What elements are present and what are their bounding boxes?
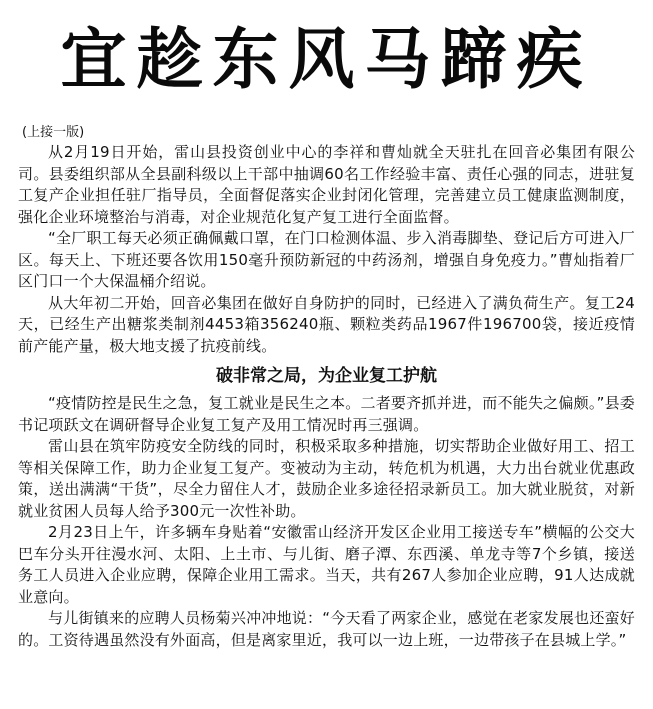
paragraph: 2月23日上午，许多辆车身贴着“安徽雷山经济开发区企业用工接送专车”横幅的公交大巴车分头开往漫水河、太阳、上土市、与儿街、磨子潭、东西溪、单龙寺等7个乡镇，接送务工人员进入企业应聘，保障企业用工需求。当天，共有267人参加企业应聘，91人达成就业意向。 [18, 523, 635, 606]
article-body-part-2 [18, 393, 635, 651]
section-subheading: 破非常之局，为企业复工护航 [216, 366, 437, 386]
paragraph: 从2月19日开始，雷山县投资创业中心的李祥和曹灿就全天驻扎在回音必集团有限公司。县委组织部从全县副科级以上干部中抽调60名工作经验丰富、责任心强的同志，进驻复工复产企业担任驻厂指导员，全面督促落实企业封闭化管理，完善建立员工健康监测制度，强化企业环境整治与消毒，对企业规范化复产复工进行全面监督。 [18, 143, 635, 226]
paragraph: 与儿街镇来的应聘人员杨菊兴冲冲地说：“今天看了两家企业，感觉在老家发展也还蛮好的。工资待遇虽然没有外面高，但是离家里近，我可以一边上班，一边带孩子在县城上学。” [18, 609, 635, 649]
paragraph: 从大年初二开始，回音必集团在做好自身防护的同时，已经进入了满负荷生产。复工24天，已经生产出糖浆类制剂4453箱356240瓶、颗粒类药品1967件196700袋，接近疫情前产能产量，极大地支援了抗疫前线。 [18, 293, 635, 355]
continued-note: (上接一版) [22, 125, 85, 140]
article-body-part-1 [18, 142, 635, 357]
headline: 宜趁东风马蹄疾 [60, 20, 593, 98]
paragraph: 雷山县在筑牢防疫安全防线的同时，积极采取多种措施，切实帮助企业做好用工、招工等相关保障工作，助力企业复工复产。变被动为主动，转危机为机遇，大力出台就业优惠政策，送出满满“干货”，尽全力留住人才，鼓励企业多途径招录新员工。加大就业脱贫，对新就业贫困人员每人给予300元一次性补助。 [18, 437, 635, 520]
paragraph: “疫情防控是民生之急，复工就业是民生之本。二者要齐抓并进，而不能失之偏颇。”县委书记项跃文在调研督导企业复工复产及用工情况时再三强调。 [18, 394, 635, 434]
paragraph: “全厂职工每天必须正确佩戴口罩，在门口检测体温、步入消毒脚垫、登记后方可进入厂区。每天上、下班还要各饮用150毫升预防新冠的中药汤剂，增强自身免疫力。”曹灿指着厂区门口一个大保温桶介绍说。 [18, 229, 635, 290]
